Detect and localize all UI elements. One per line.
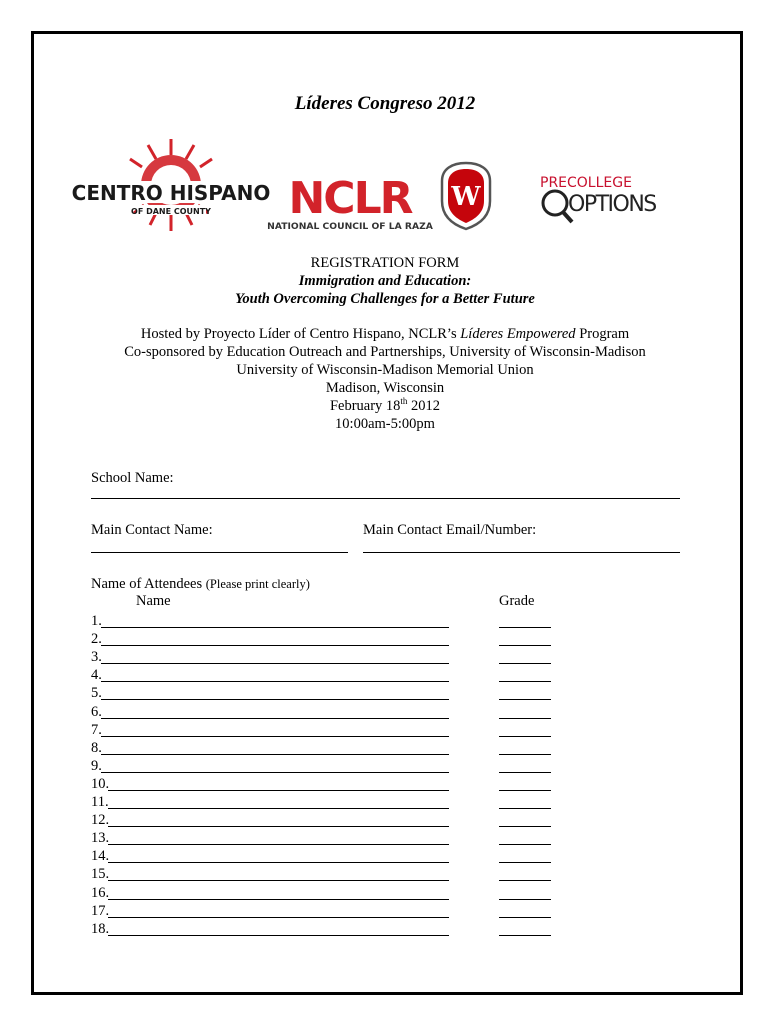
- attendee-grade-line[interactable]: [499, 826, 551, 827]
- attendee-name-line[interactable]: [101, 663, 449, 664]
- subtitle-line-1: Immigration and Education:: [298, 273, 472, 289]
- attendee-row-number: 10.: [91, 775, 110, 792]
- attendee-row: [91, 920, 561, 938]
- attendee-grade-line[interactable]: [499, 718, 551, 719]
- attendee-row-number: 14.: [91, 848, 110, 865]
- attendee-row-number: 3.: [91, 649, 102, 666]
- name-column-header: Name: [136, 593, 171, 609]
- hosted-by-program: Líderes Empowered: [460, 326, 576, 342]
- attendee-grade-line[interactable]: [499, 627, 551, 628]
- attendee-grade-line[interactable]: [499, 681, 551, 682]
- form-label: REGISTRATION FORM: [310, 255, 460, 271]
- attendee-name-line[interactable]: [101, 718, 449, 719]
- attendee-row: [91, 666, 561, 684]
- hosted-by-suffix: Program: [575, 326, 630, 342]
- hosted-by-prefix: Hosted by Proyecto Líder of Centro Hispano, NCLR’s: [140, 326, 461, 342]
- attendees-heading-text: Name of Attendees: [91, 576, 206, 592]
- attendee-name-line[interactable]: [101, 645, 449, 646]
- date-suffix: th: [400, 396, 408, 407]
- attendee-row: [91, 865, 561, 883]
- attendee-row: [91, 684, 561, 702]
- attendee-grade-line[interactable]: [499, 862, 551, 863]
- attendee-row-number: 18.: [91, 920, 110, 937]
- city-line: Madison, Wisconsin: [325, 380, 445, 396]
- attendee-grade-line[interactable]: [499, 808, 551, 809]
- venue-line: University of Wisconsin-Madison Memorial Union: [236, 362, 534, 378]
- attendee-name-line[interactable]: [108, 899, 449, 900]
- attendee-grade-line[interactable]: [499, 935, 551, 936]
- attendee-name-line[interactable]: [108, 935, 449, 936]
- options-logo-text: OPTIONS: [568, 192, 656, 217]
- attendee-grade-line[interactable]: [499, 663, 551, 664]
- attendee-row-number: 15.: [91, 866, 110, 883]
- date-month: February 18: [329, 398, 401, 414]
- attendee-grade-line[interactable]: [499, 880, 551, 881]
- attendee-grade-line[interactable]: [499, 844, 551, 845]
- attendees-heading-note: (Please print clearly): [205, 577, 310, 591]
- attendee-name-line[interactable]: [101, 754, 449, 755]
- attendee-name-line[interactable]: [108, 790, 449, 791]
- attendee-row: [91, 648, 561, 666]
- attendee-row-number: 17.: [91, 902, 110, 919]
- attendee-row: [91, 884, 561, 902]
- attendee-row-number: 1.: [91, 613, 102, 629]
- nclr-logo: [267, 171, 433, 233]
- attendee-grade-line[interactable]: [499, 736, 551, 737]
- attendee-grade-line[interactable]: [499, 645, 551, 646]
- attendee-row: [91, 902, 561, 920]
- main-contact-name-line[interactable]: [91, 552, 348, 553]
- attendee-row-number: 12.: [91, 812, 110, 829]
- main-contact-email-line[interactable]: [363, 552, 680, 553]
- attendee-name-line[interactable]: [101, 772, 449, 773]
- attendee-name-line[interactable]: [108, 826, 449, 827]
- attendee-name-line[interactable]: [108, 862, 449, 863]
- attendee-row-number: 7.: [91, 721, 102, 738]
- precollege-logo-text: PRECOLLEGE: [540, 175, 632, 191]
- attendee-row: [91, 793, 561, 811]
- attendee-row: [91, 630, 561, 648]
- attendee-grade-line[interactable]: [499, 699, 551, 700]
- attendee-row-number: 2.: [91, 631, 102, 648]
- cosponsor-line: Co-sponsored by Education Outreach and Partnerships, University of Wisconsin-Madison: [124, 344, 646, 360]
- precollege-options-logo: [538, 173, 654, 225]
- attendee-row-number: 16.: [91, 884, 110, 901]
- attendee-row-number: 5.: [91, 685, 102, 702]
- attendee-row: [91, 703, 561, 721]
- sponsor-logos: [0, 135, 770, 235]
- centro-hispano-logo: [71, 137, 271, 233]
- main-contact-name-label: Main Contact Name:: [91, 522, 213, 538]
- subtitle-line-2: Youth Overcoming Challenges for a Better Future: [235, 291, 535, 307]
- attendee-row: [91, 739, 561, 757]
- attendee-grade-line[interactable]: [499, 754, 551, 755]
- attendee-row-number: 9.: [91, 757, 102, 774]
- attendee-name-line[interactable]: [101, 699, 449, 700]
- attendee-row-number: 11.: [91, 794, 109, 810]
- page-title: Líderes Congreso 2012: [294, 93, 476, 114]
- attendee-name-line[interactable]: [108, 844, 449, 845]
- grade-column-header: Grade: [499, 593, 535, 609]
- attendee-grade-line[interactable]: [499, 917, 551, 918]
- nclr-logo-text: NCLR: [288, 173, 412, 224]
- attendee-name-line[interactable]: [108, 808, 449, 809]
- attendee-grade-line[interactable]: [499, 772, 551, 773]
- attendee-name-line[interactable]: [108, 880, 449, 881]
- attendee-row-number: 13.: [91, 830, 110, 847]
- time-line: 10:00am-5:00pm: [335, 416, 435, 432]
- attendee-row-number: 8.: [91, 739, 102, 756]
- hosted-by-line: [0, 325, 770, 343]
- attendee-row: [91, 847, 561, 865]
- school-name-line[interactable]: [91, 498, 680, 499]
- attendee-row-number: 4.: [91, 667, 102, 684]
- attendee-grade-line[interactable]: [499, 790, 551, 791]
- date-year: 2012: [407, 398, 441, 414]
- centro-hispano-logo-text: CENTRO HISPANO: [71, 181, 271, 205]
- attendee-row: [91, 811, 561, 829]
- attendees-heading: [91, 576, 310, 593]
- attendee-row: [91, 757, 561, 775]
- attendee-grade-line[interactable]: [499, 899, 551, 900]
- attendee-row: [91, 775, 561, 793]
- attendee-name-line[interactable]: [108, 917, 449, 918]
- attendee-row: [91, 612, 561, 630]
- date-line: [0, 397, 770, 415]
- attendee-name-line[interactable]: [101, 736, 449, 737]
- nclr-logo-subtext: NATIONAL COUNCIL OF LA RAZA: [267, 221, 433, 232]
- attendee-row: [91, 721, 561, 739]
- attendee-row: [91, 829, 561, 847]
- school-name-label: School Name:: [91, 470, 174, 486]
- attendee-row-number: 6.: [91, 703, 102, 720]
- attendee-name-line[interactable]: [101, 627, 449, 628]
- main-contact-email-label: Main Contact Email/Number:: [363, 522, 537, 538]
- uw-crest-logo: [440, 161, 492, 231]
- attendee-name-line[interactable]: [101, 681, 449, 682]
- centro-hispano-logo-subtext: OF DANE COUNTY: [131, 207, 211, 216]
- uw-crest-letter: W: [451, 182, 481, 212]
